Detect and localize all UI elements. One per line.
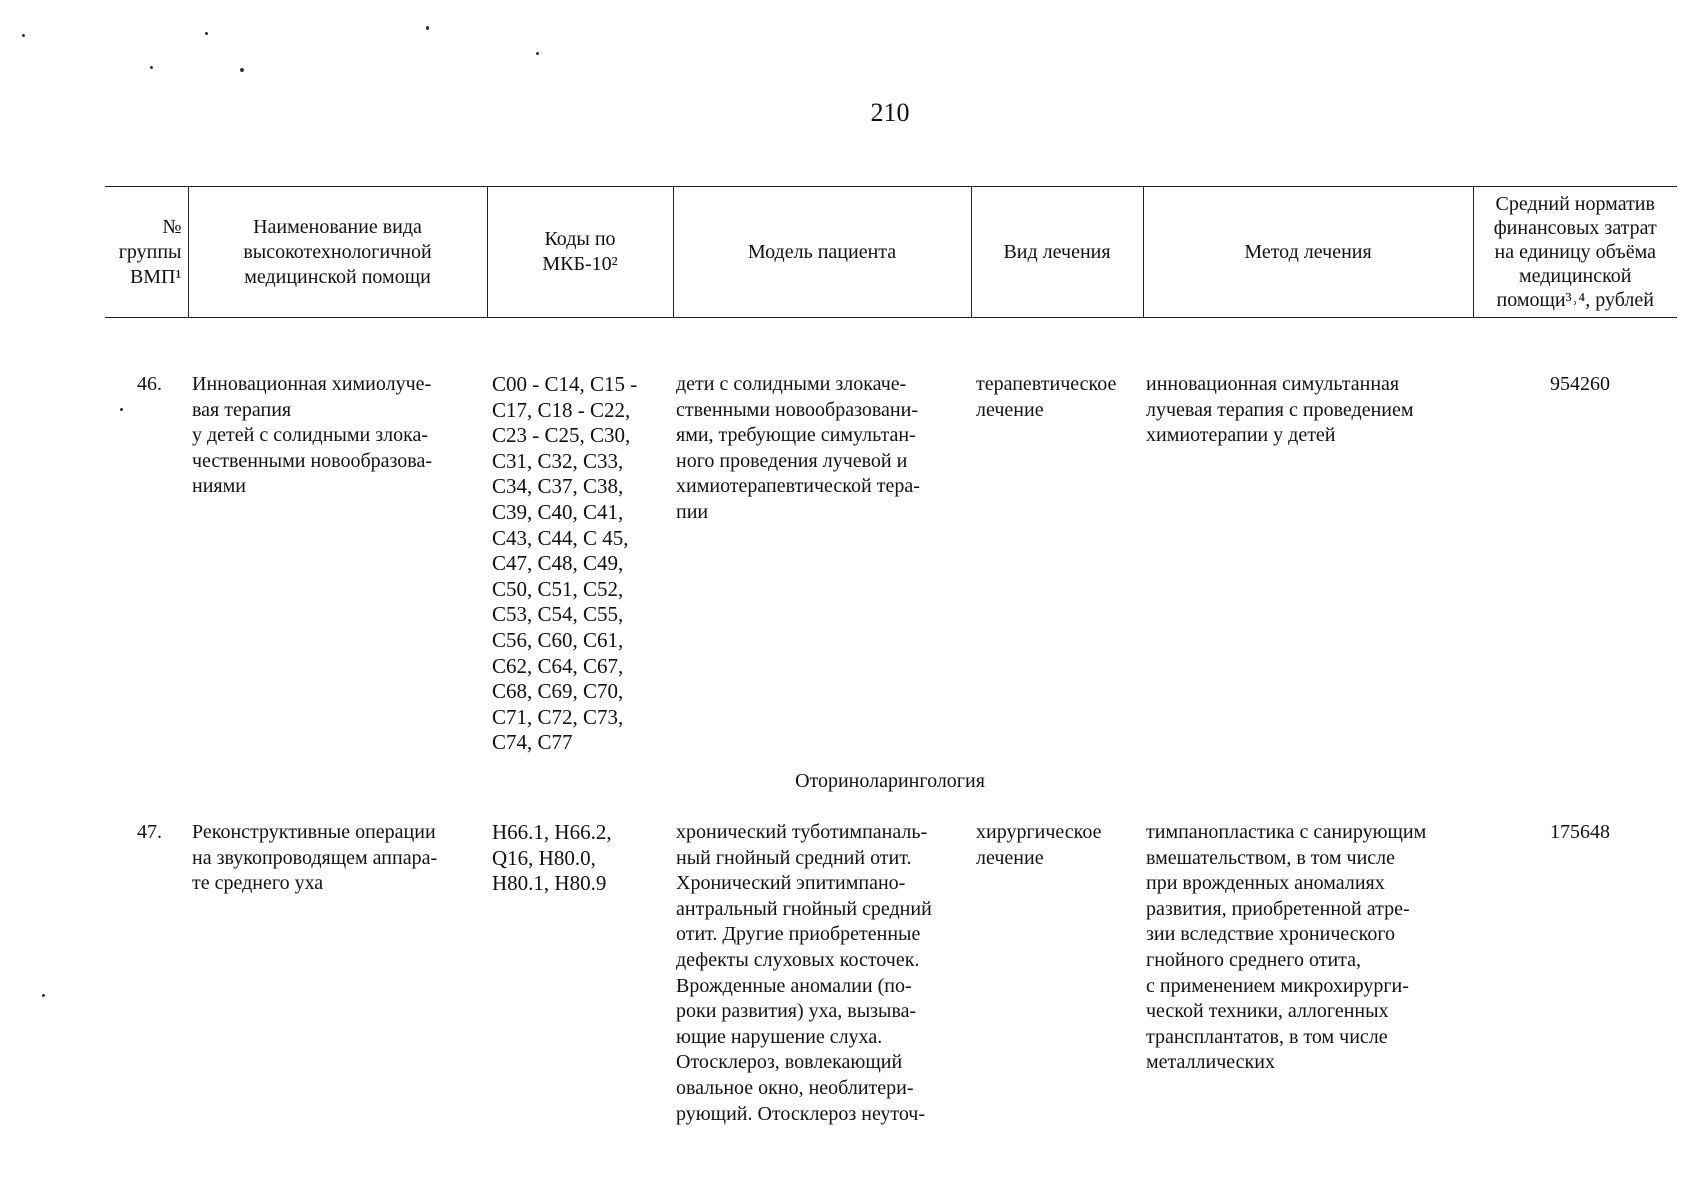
scan-speck <box>22 34 25 37</box>
header-patient-model: Модель пациента <box>673 187 971 318</box>
table-header <box>105 186 1677 318</box>
scan-speck <box>426 26 429 30</box>
row-treatment-method: инновационная симультанная лучевая терапия с проведением химиотерапии у детей <box>1146 373 1414 447</box>
row-treatment-type: терапевтическое лечение <box>976 373 1117 421</box>
scan-speck <box>536 52 539 55</box>
scan-speck <box>240 68 244 72</box>
row-patient-model: хронический туботимпаналь- ный гнойный средний отит. Хронический эпитимпано- антральный гнойный средний отит. Другие приобретенные дефекты слуховых косточек. Врожденные аномалии (по- роки развития) уха, вызыва- ющие нарушение слуха. Отосклероз, вовлекающий овальное окно, необлитери- рующий. Отосклероз неуточ- <box>676 821 932 1125</box>
section-title: Оториноларингология <box>795 770 985 792</box>
scan-speck <box>42 994 45 997</box>
row-number: 46. <box>137 373 162 395</box>
row-cost-norm: 954260 <box>1550 373 1610 395</box>
row-treatment-method: тимпанопластика с санирующим вмешательством, в том числе при врожденных аномалиях развития, приобретенной атре- зии вследствие хронического гнойного среднего отита, с применением микрохирурги- ческой техники, аллогенных трансплантатов, в том числе металлических <box>1146 821 1427 1074</box>
header-icd-codes: Коды по МКБ-10² <box>487 187 673 318</box>
scan-speck <box>205 32 208 35</box>
row-treatment-type: хирургическое лечение <box>976 821 1102 869</box>
header-treatment-type: Вид лечения <box>971 187 1143 318</box>
row-number: 47. <box>137 821 162 843</box>
page-number: 210 <box>870 98 910 127</box>
row-care-type-name: Инновационная химиолуче- вая терапия у детей с солидными злока- чественными новообразова- ниями <box>192 373 433 498</box>
row-icd-codes: H66.1, H66.2, Q16, H80.0, H80.1, H80.9 <box>492 820 612 896</box>
row-care-type-name: Реконструктивные операции на звукопроводящем аппара- те среднего уха <box>192 821 438 895</box>
row-cost-norm: 175648 <box>1550 821 1610 843</box>
row-icd-codes: С00 - С14, С15 - С17, С18 - С22, С23 - С25, С30, С31, С32, С33, С34, С37, С38, С39, С40, С41, С43, С44, С 45, С47, С48, С49, С50, С51, С52, С53, С54, С55, С56, С60, С61, С62, С64, С67, С68, С69, С70, С71, С72, С73, С74, С77 <box>492 372 638 755</box>
scan-speck <box>150 66 153 69</box>
header-treatment-method: Метод лечения <box>1143 187 1473 318</box>
header-cost-norm: Средний норматив финансовых затрат на единицу объёма медицинской помощи³˒⁴, рублей <box>1473 187 1677 318</box>
row-patient-model: дети с солидными злокаче- ственными новообразовани- ями, требующие симультан- ного проведения лучевой и химиотерапевтической тера- пии <box>676 373 920 523</box>
header-group-number: № группы ВМП¹ <box>105 187 188 318</box>
scan-speck <box>120 408 123 411</box>
header-care-type-name: Наименование вида высокотехнологичной медицинской помощи <box>188 187 487 318</box>
